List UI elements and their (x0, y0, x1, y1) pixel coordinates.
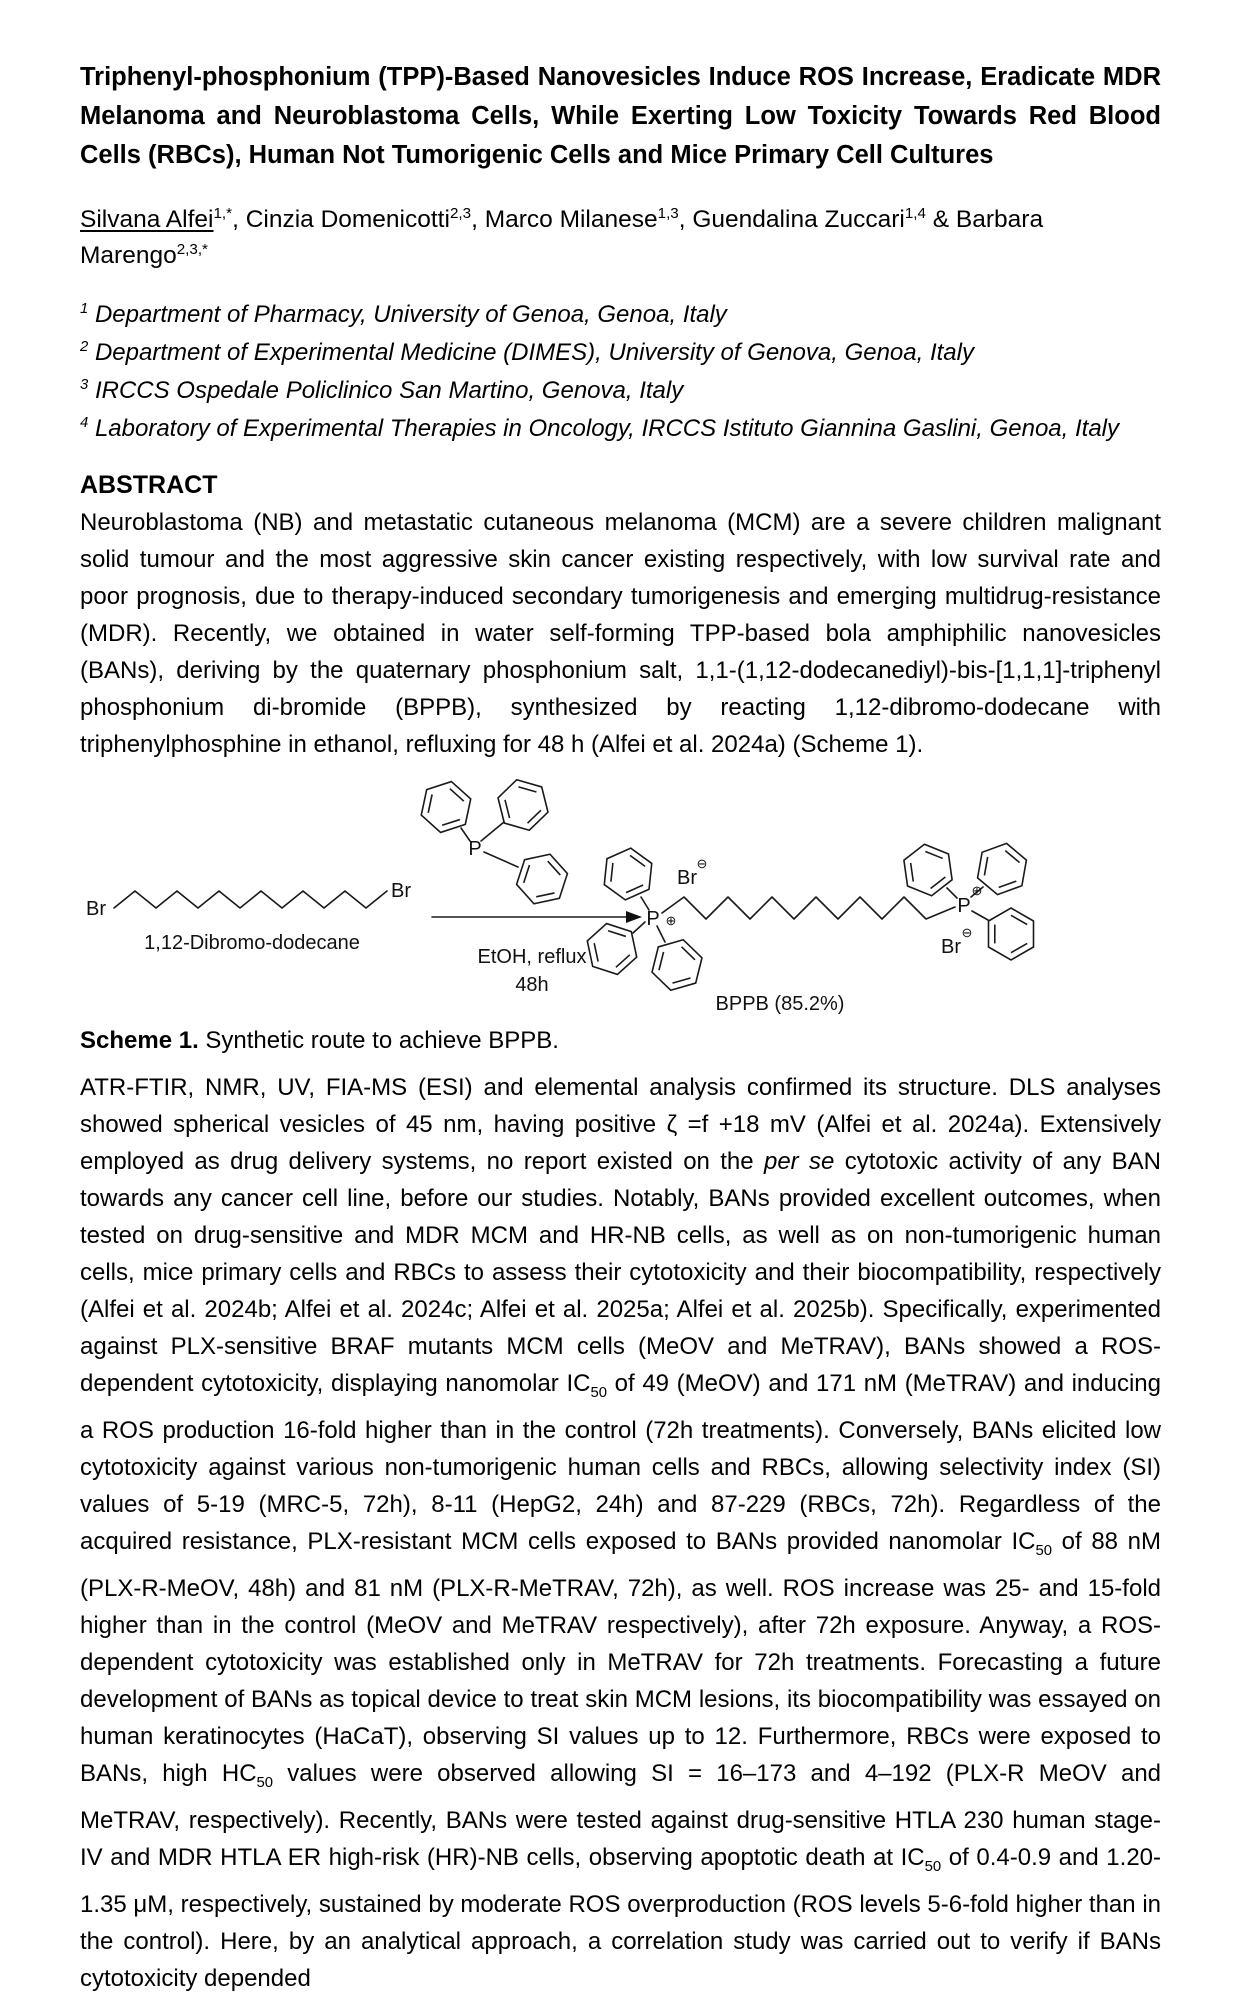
scheme-drawing (80, 767, 1161, 1017)
author-affiliation-superscript: 1,4 (904, 205, 926, 222)
affiliation-number: 4 (80, 415, 89, 432)
p-phenyl-bond (633, 922, 645, 933)
p-phenyl-bond (484, 852, 518, 867)
abstract-paragraph-2: ATR-FTIR, NMR, UV, FIA-MS (ESI) and elemental analysis confirmed its structure. DLS analyses showed spherical vesicles of 45 nm, having positive ζ =f +18 mV (Alfei et al. 2024a). Extensively employed as drug delivery systems, no report existed on the per se cytotoxic activity of any BAN towards any cancer cell line, before our studies. Notably, BANs provided excellent outcomes, when tested on drug-sensitive and MDR MCM and HR-NB cells, as well as on non-tumorigenic human cells, mice primary cells and RBCs to assess their cytotoxicity and their biocompatibility, respectively (Alfei et al. 2024b; Alfei et al. 2024c; Alfei et al. 2025a; Alfei et al. 2025b). Specifically, experimented against PLX-sensitive BRAF mutants MCM cells (MeOV and MeTRAV), BANs showed a ROS-dependent cytotoxicity, displaying nanomolar $IC_{50}$ of 49 (MeOV) and 171 nM (MeTRAV) and inducing a ROS production 16-fold higher than in the control (72h treatments). Conversely, BANs elicited low cytotoxicity against various non-tumorigenic human cells and RBCs, allowing selectivity index (SI) values of 5-19 (MRC-5, 72h), 8-11 (HepG2, 24h) and 87-229 (RBCs, 72h). Regardless of the acquired resistance, PLX-resistant MCM cells exposed to BANs provided nanomolar $IC_{50}$ of 88 nM (PLX-R-MeOV, 48h) and 81 nM (PLX-R-MeTRAV, 72h), as well. ROS increase was 25- and 15-fold higher than in the control (MeOV and MeTRAV respectively), after 72h exposure. Anyway, a ROS-dependent cytotoxicity was established only in MeTRAV for 72h treatments. Forecasting a future development of BANs as topical device to treat skin MCM lesions, its biocompatibility was essayed on human keratinocytes (HaCaT), observing SI values up to 12. Furthermore, RBCs were exposed to BANs, high $HC_{50}$ values were observed allowing SI = 16–173 and 4–192 (PLX-R MeOV and MeTRAV, respectively). Recently, BANs were tested against drug-sensitive HTLA 230 human stage-IV and MDR HTLA ER high-risk (HR)-NB cells, observing apoptotic death at $IC_{50}$ of 0.4-0.9 and 1.20-1.35 μM, respectively, sustained by moderate ROS overproduction (ROS levels 5-6-fold higher than in the control). Here, by an analytical approach, a correlation study was carried out to verify if BANs cytotoxicity depended (80, 1074, 1162, 1992)
bromine-atom-label: Br (941, 936, 961, 959)
p-phenyl-bond (972, 911, 988, 920)
carbon-chain-bond (114, 891, 387, 908)
phosphorus-atom-label: P (957, 895, 971, 918)
product-label: BPPB (85.2%) (715, 993, 845, 1016)
scheme-caption (80, 1027, 1161, 1055)
abstract-paragraph-1: Neuroblastoma (NB) and metastatic cutaneous melanoma (MCM) are a severe children malignant solid tumour and the most aggressive skin cancer existing respectively, with low survival rate and poor prognosis, due to therapy-induced secondary tumorigenesis and emerging multidrug-resistance (MDR). Recently, we obtained in water self-forming TPP-based bola amphiphilic nanovesicles (BANs), deriving by the quaternary phosphonium salt, 1,1-(1,12-dodecanediyl)-bis-[1,1,1]-triphenyl phosphonium di-bromide (BPPB), synthesized by reacting 1,12-dibromo-dodecane with triphenylphosphine in ethanol, refluxing for 48 h (Alfei et al. 2024a) (Scheme 1). (80, 509, 1161, 759)
author-name: Guendalina Zuccari (692, 206, 905, 234)
product-structure (585, 840, 1034, 1016)
scheme-figure (80, 767, 1161, 1017)
benzene-ring (989, 908, 1034, 960)
positive-charge-symbol: ⊕ (665, 913, 677, 929)
scheme-caption-label: Scheme 1. (80, 1027, 199, 1055)
conditions-line1: EtOH, reflux (477, 946, 587, 969)
benzene-ring (495, 775, 551, 836)
author-name: Marco Milanese (484, 206, 658, 234)
author-name: Barbara Marengo (80, 206, 1044, 270)
carbon-chain-bond (662, 897, 955, 919)
conditions-line2: 48h (515, 974, 549, 997)
arrowhead (626, 911, 642, 923)
benzene-ring (513, 848, 572, 911)
abstract-heading: ABSTRACT (80, 471, 218, 500)
author-affiliation-superscript: 1,* (213, 205, 233, 222)
affiliation-number: 2 (80, 339, 89, 356)
p-phenyl-bond (947, 888, 957, 898)
author-name: Silvana Alfei (80, 206, 214, 234)
page-title: Triphenyl-phosphonium (TPP)-Based Nanovesicles Induce ROS Increase, Eradicate MDR Melanoma and Neuroblastoma Cells, While Exerting Low Toxicity Towards Red Blood Cells (RBCs), Human Not Tumorigenic Cells and Mice Primary Cell Cultures (80, 63, 1161, 169)
affiliation-line: $^1$ Department of Pharmacy, University of Genoa, Genoa, Italy (80, 301, 727, 329)
affiliation-line: $^3$ IRCCS Ospedale Policlinico San Martino, Genova, Italy (80, 377, 684, 405)
benzene-ring (419, 777, 474, 837)
phosphorus-atom-label: P (646, 908, 660, 931)
negative-charge-symbol: ⊖ (961, 925, 973, 941)
affiliation-line: $^2$ Department of Experimental Medicine (DIMES), University of Genova, Genoa, Italy (80, 339, 974, 367)
scheme-caption-text: Synthetic route to achieve BPPB. (198, 1027, 559, 1055)
bromine-atom-label: Br (86, 898, 106, 921)
reactant-label: 1,12-Dibromo-dodecane (144, 932, 360, 955)
benzene-ring (975, 840, 1028, 899)
bromine-atom-label: Br (677, 867, 697, 890)
benzene-ring (585, 919, 640, 979)
reaction-arrow (432, 911, 642, 996)
authors-line: Silvana Alfei$^{1,*}$, Cinzia Domenicotti$^{2,3}$, Marco Milanese$^{1,3}$, Guendalina Zuccari$^{1,4}$ & Barbara Marengo$^{2,3,*}$ (80, 205, 1044, 270)
phosphorus-atom-label: P (468, 838, 482, 861)
affiliations-block (80, 293, 1161, 445)
bromine-atom-label: Br (391, 880, 411, 903)
affiliation-number: 3 (80, 377, 89, 394)
benzene-ring (649, 935, 705, 996)
p-phenyl-bond (481, 822, 504, 841)
affiliation-number: 1 (80, 301, 89, 318)
benzene-ring (603, 846, 653, 902)
positive-charge-symbol: ⊕ (971, 883, 983, 899)
author-name: Cinzia Domenicotti (245, 206, 450, 234)
negative-charge-symbol: ⊖ (696, 856, 708, 872)
reagent-triphenylphosphine (419, 775, 572, 911)
author-affiliation-superscript: 2,3,* (176, 241, 208, 259)
benzene-ring (902, 841, 954, 899)
author-affiliation-superscript: 2,3 (449, 205, 472, 222)
affiliation-line: $^4$ Laboratory of Experimental Therapies in Oncology, IRCCS Istituto Giannina Gaslini, Genoa, Italy (80, 415, 1120, 443)
author-affiliation-superscript: 1,3 (657, 205, 679, 222)
reactant-structure (86, 880, 411, 954)
